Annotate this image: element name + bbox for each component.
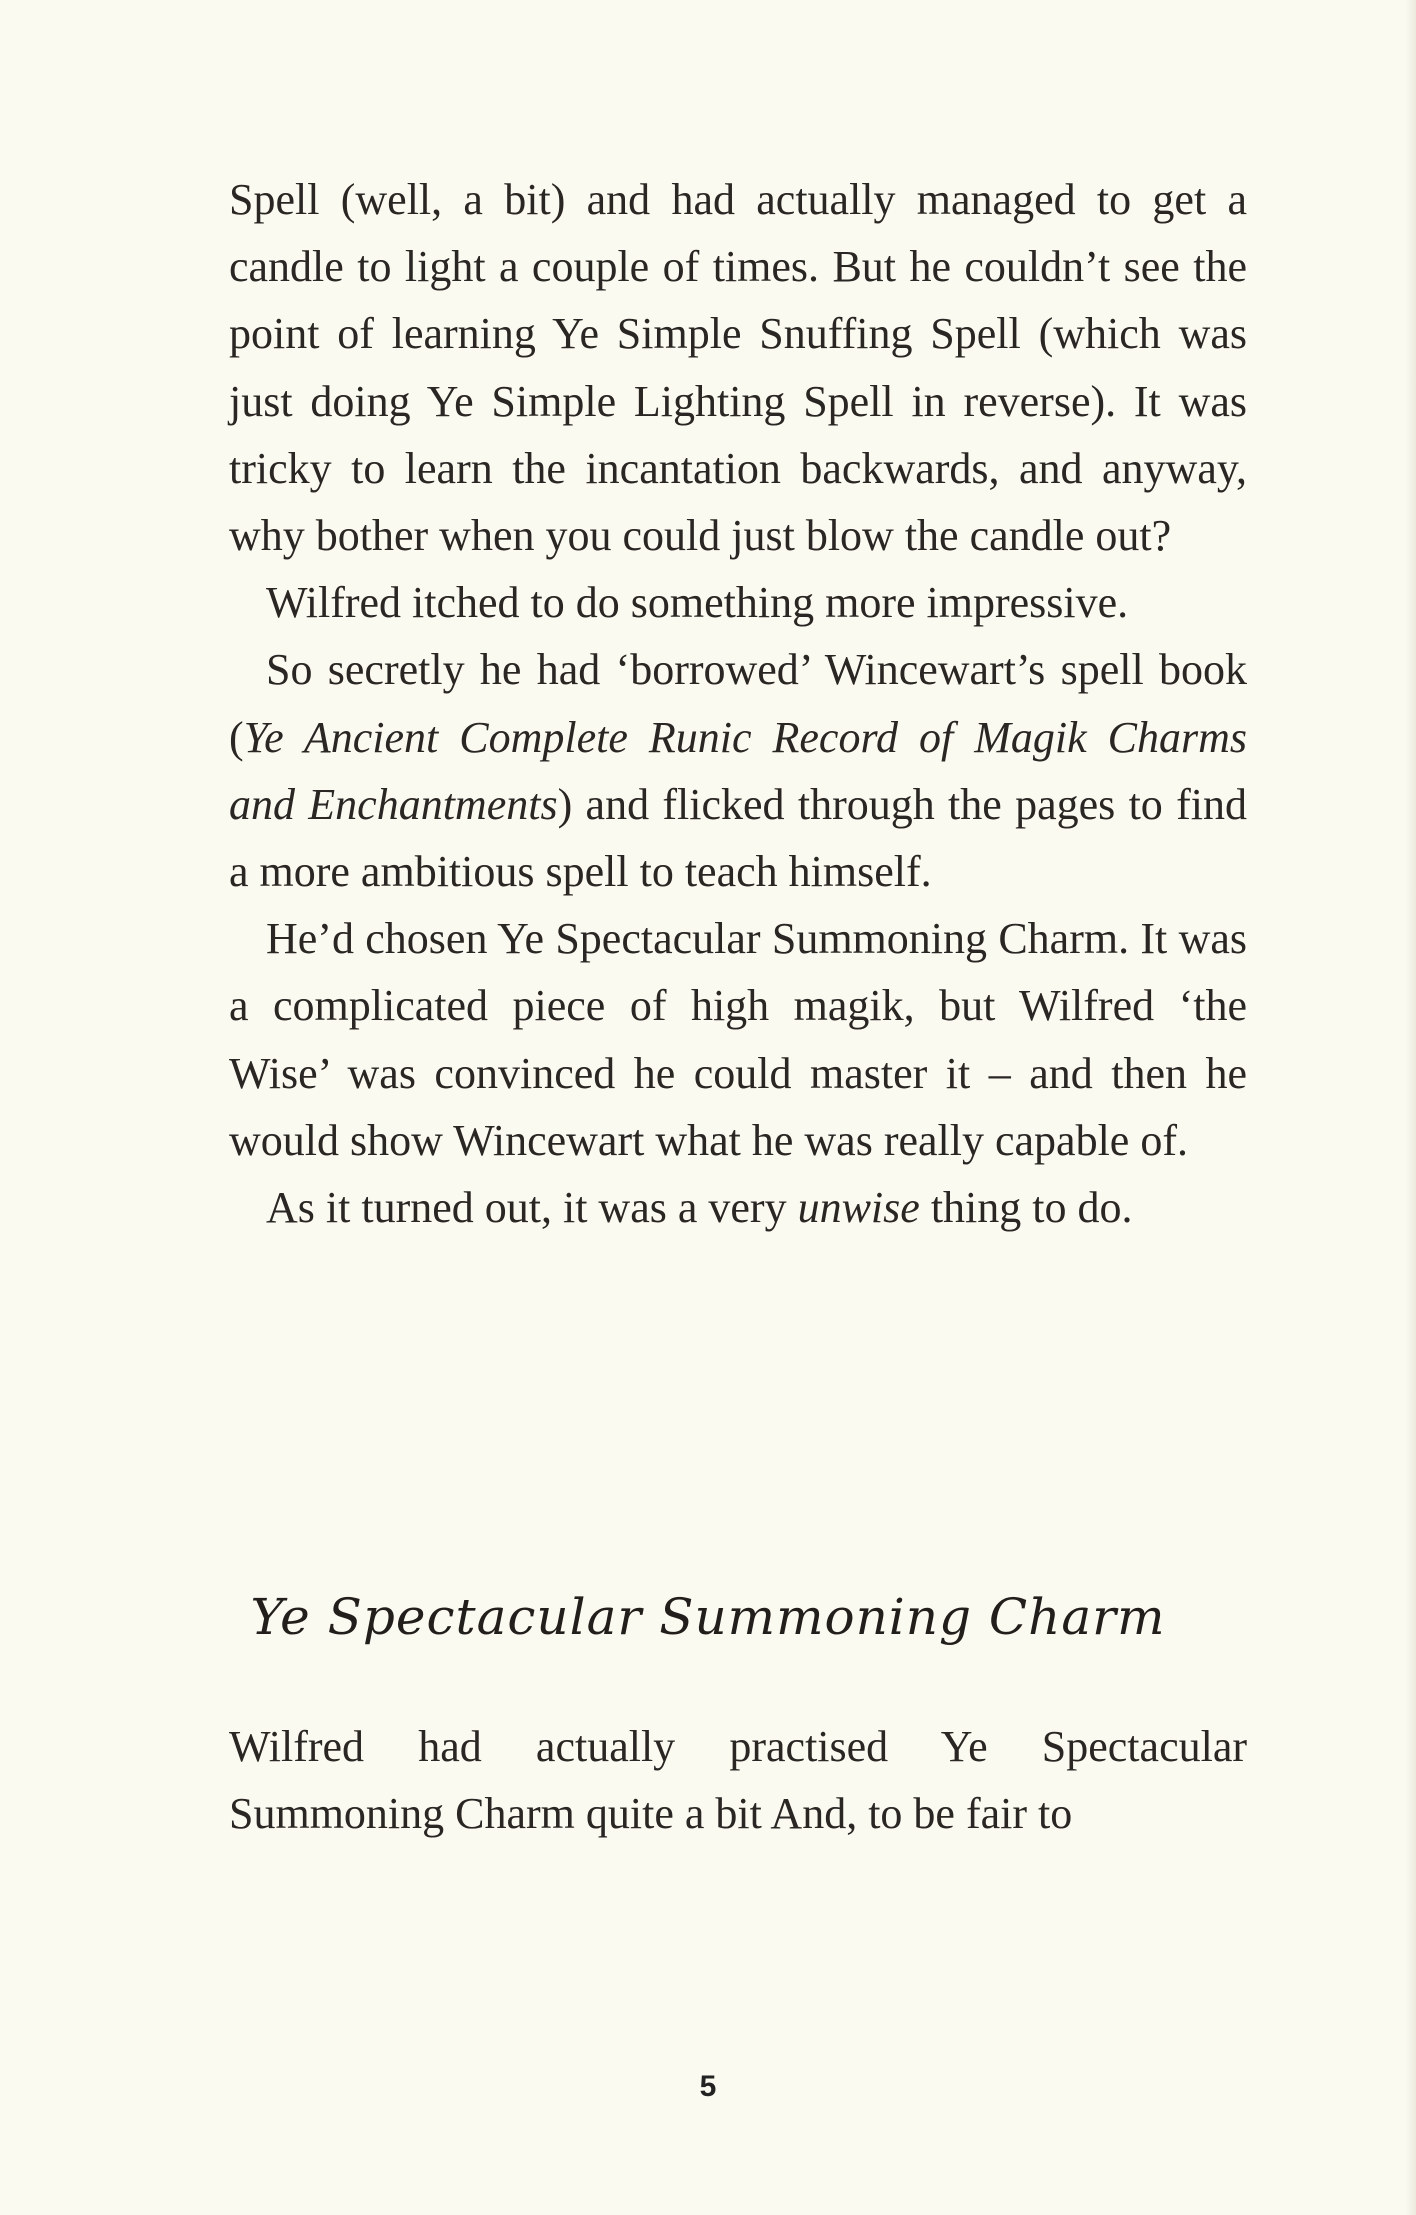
paragraph-1-text: Spell (well, a bit) and had actually managed to get a candle to light a couple of times. But he couldn’t see the point of learning Ye Simple Snuffing Spell (which was just doing Ye Simple Lighting Spell in reverse). It was tricky to learn the incantation backwards, and anyway, why bother when you could just blow the candle out? (229, 175, 1247, 561)
paragraph-3-text-after: ) and flicked through the pages to find a more ambitious spell to teach himself. (229, 779, 1247, 897)
paragraph-after-heading (229, 1713, 1247, 1847)
body-text-top (229, 166, 1247, 1241)
page-number: 5 (699, 2070, 717, 2103)
paragraph-2 (229, 569, 1247, 636)
paragraph-3-text-before: So secretly he had ‘borrowed’ Wincewart’s spell book ( (229, 645, 1247, 762)
paragraph-5-text-after: thing to do. (919, 1183, 1133, 1233)
body-text-bottom (229, 1713, 1247, 1847)
book-title-italic: Ye Ancient Complete Runic Record of Magik Charms and Enchantments (229, 712, 1247, 829)
paragraph-5-text-before: As it turned out, it was a very (266, 1183, 798, 1233)
paragraph-after-heading-text: Wilfred had actually practised Ye Spectacular Summoning Charm quite a bit And, to be fair to (229, 1722, 1247, 1839)
page-edge-shadow (1406, 0, 1416, 2215)
chapter-heading: Ye Spectacular Summoning Charm (250, 1588, 1166, 1646)
paragraph-5 (229, 1174, 1247, 1241)
unwise-italic: unwise (797, 1183, 920, 1233)
paragraph-4 (229, 905, 1247, 1174)
paragraph-1 (229, 166, 1247, 569)
paragraph-3 (229, 636, 1247, 905)
paragraph-4-text: He’d chosen Ye Spectacular Summoning Charm. It was a complicated piece of high magik, but Wilfred ‘the Wise’ was convinced he could master it – and then he would show Wincewart what he was really capable of. (229, 914, 1247, 1165)
paragraph-2-text: Wilfred itched to do something more impressive. (266, 578, 1129, 628)
